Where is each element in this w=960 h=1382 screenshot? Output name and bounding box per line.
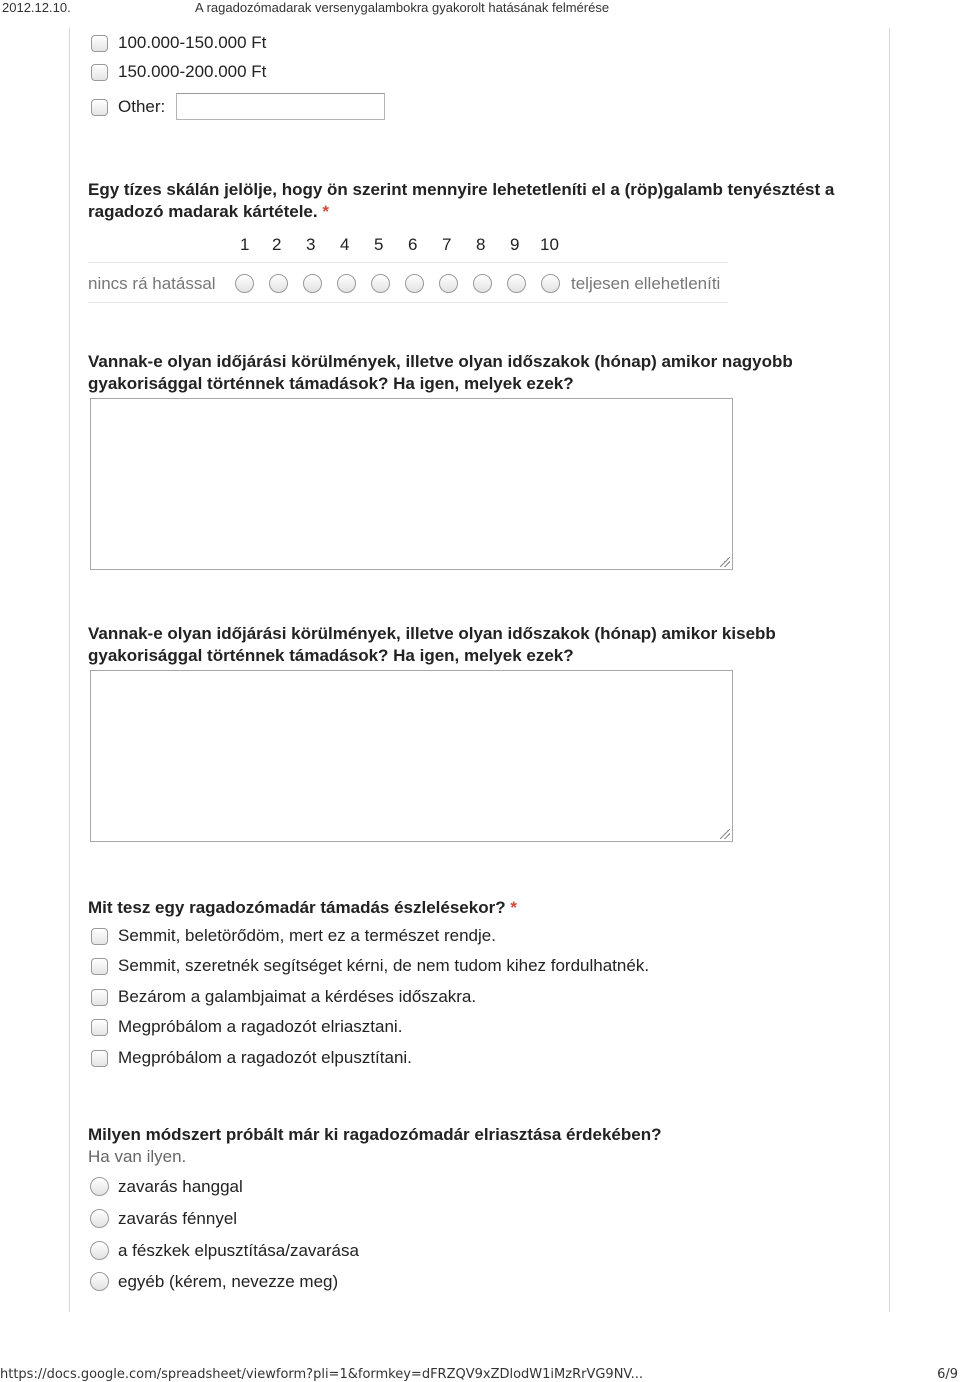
question-help-text: Ha van ilyen. (88, 1147, 187, 1166)
scale-number: 9 (510, 235, 520, 254)
radio-button[interactable] (90, 1209, 109, 1228)
scale-radio-10[interactable] (541, 274, 560, 293)
scale-numbers (0, 235, 960, 255)
print-url: https://docs.google.com/spreadsheet/viewform?pli=1&formkey=dFRZQV9xZDlodW1iMzRrVG9NV... (0, 1367, 644, 1382)
radio-button[interactable] (90, 1177, 109, 1196)
scale-radio-2[interactable] (269, 274, 288, 293)
question-text: Egy tízes skálán jelölje, hogy ön szerint mennyire lehetetleníti el a (röp)galamb tenyésztést a ragadozó madarak kártétele. (88, 180, 835, 221)
print-footer (0, 1367, 960, 1381)
checkbox[interactable] (91, 989, 108, 1006)
scale-divider (88, 302, 728, 303)
checkbox[interactable] (91, 99, 108, 116)
more-frequent-textarea[interactable] (90, 398, 733, 570)
scale-number: 2 (272, 235, 282, 254)
checkbox[interactable] (91, 1050, 108, 1067)
scale-number: 6 (408, 235, 418, 254)
scale-radio-6[interactable] (405, 274, 424, 293)
checkbox[interactable] (91, 958, 108, 975)
form-border-right (889, 28, 890, 1312)
checkbox[interactable] (91, 35, 108, 52)
option-label: Megpróbálom a ragadozót elpusztítani. (118, 1048, 412, 1067)
option-label: 150.000-200.000 Ft (118, 62, 267, 81)
option-label: Bezárom a galambjaimat a kérdéses időszakra. (118, 987, 477, 1006)
resize-grip-icon[interactable] (720, 829, 730, 839)
page-number: 6/9 (937, 1367, 958, 1382)
other-label: Other: (118, 97, 166, 116)
scale-right-label: teljesen ellehetleníti (571, 274, 721, 293)
scale-left-label: nincs rá hatással (88, 274, 216, 293)
scale-radio-7[interactable] (439, 274, 458, 293)
question-title-action (88, 897, 517, 919)
question-title-scale (88, 179, 888, 223)
question-title-less-frequent: Vannak-e olyan időjárási körülmények, illetve olyan időszakok (hónap) amikor kisebb gyakorisággal történnek támadások? Ha igen, melyek ezek? (88, 624, 776, 665)
print-header (0, 0, 960, 18)
scale-number: 5 (374, 235, 384, 254)
required-marker: * (510, 898, 517, 917)
other-text-input[interactable] (176, 93, 385, 120)
scale-radio-8[interactable] (473, 274, 492, 293)
option-label: egyéb (kérem, nevezze meg) (118, 1272, 339, 1291)
scale-number: 1 (240, 235, 250, 254)
scale-radio-3[interactable] (303, 274, 322, 293)
option-label: 100.000-150.000 Ft (118, 33, 267, 52)
scale-radio-4[interactable] (337, 274, 356, 293)
question-text: Mit tesz egy ragadozómadár támadás észlelésekor? (88, 898, 506, 917)
scale-radio-5[interactable] (371, 274, 390, 293)
question-title-method: Milyen módszert próbált már ki ragadozómadár elriasztása érdekében? (88, 1125, 662, 1144)
scale-number: 4 (340, 235, 350, 254)
scale-number: 7 (442, 235, 452, 254)
checkbox[interactable] (91, 928, 108, 945)
checkbox[interactable] (91, 64, 108, 81)
scale-radio-9[interactable] (507, 274, 526, 293)
required-marker: * (322, 202, 329, 221)
question-title-more-frequent: Vannak-e olyan időjárási körülmények, illetve olyan időszakok (hónap) amikor nagyobb gyakorisággal történnek támadások? Ha igen, melyek ezek? (88, 352, 793, 393)
radio-button[interactable] (90, 1241, 109, 1260)
print-title: A ragadozómadarak versenygalambokra gyakorolt hatásának felmérése (195, 0, 610, 15)
form-border-left (69, 28, 70, 1312)
print-date: 2012.12.10. (2, 0, 71, 15)
less-frequent-textarea[interactable] (90, 670, 733, 842)
option-label: zavarás fénnyel (118, 1209, 238, 1228)
resize-grip-icon[interactable] (720, 557, 730, 567)
option-label: Semmit, szeretnék segítséget kérni, de nem tudom kihez fordulhatnék. (118, 956, 650, 975)
scale-number: 8 (476, 235, 486, 254)
option-label: Semmit, beletörődöm, mert ez a természet rendje. (118, 926, 496, 945)
scale-divider (88, 262, 728, 263)
option-label: a fészkek elpusztítása/zavarása (118, 1241, 359, 1260)
scale-number: 10 (540, 235, 559, 254)
scale-number: 3 (306, 235, 316, 254)
radio-button[interactable] (90, 1272, 109, 1291)
option-label: Megpróbálom a ragadozót elriasztani. (118, 1017, 403, 1036)
checkbox[interactable] (91, 1019, 108, 1036)
option-label: zavarás hanggal (118, 1177, 243, 1196)
scale-radio-1[interactable] (235, 274, 254, 293)
